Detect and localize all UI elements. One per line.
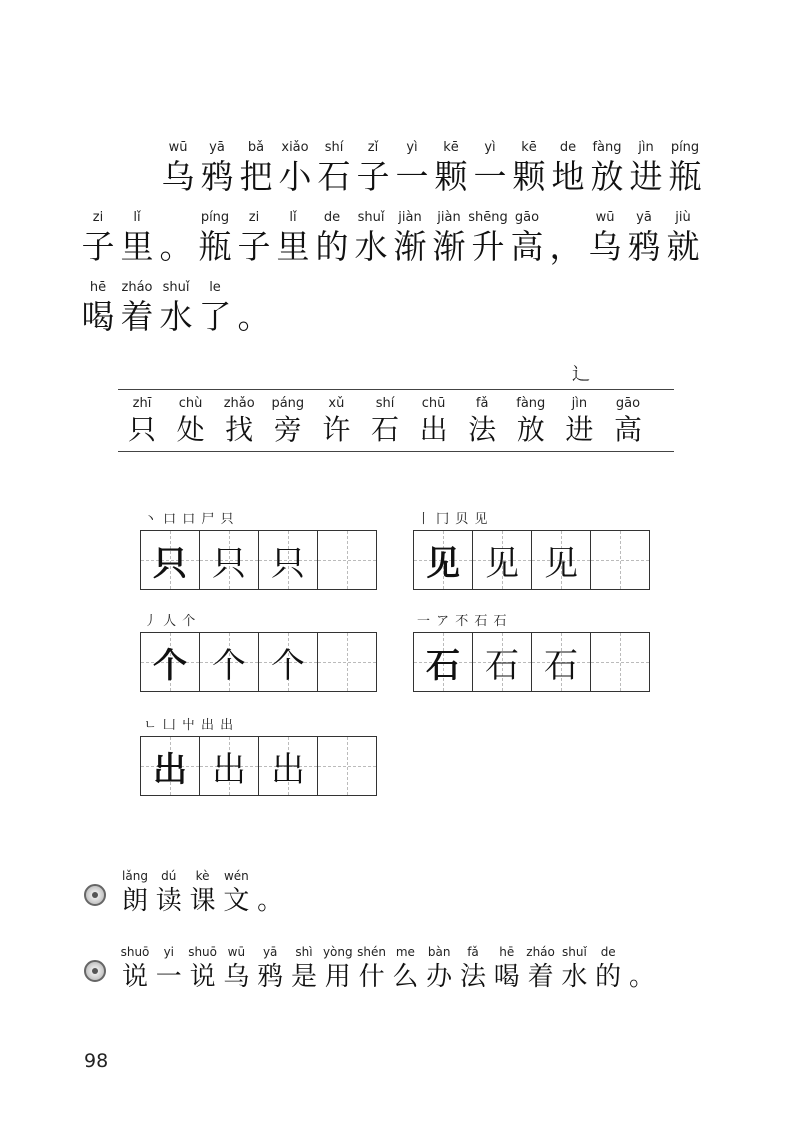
passage-char [427,198,471,268]
writing-cell-blank[interactable] [591,633,649,691]
hanzi: 办 [426,962,453,992]
pinyin: zi [92,210,104,225]
pinyin: shuō [188,945,217,959]
pinyin: yā [636,210,652,225]
model-character: 出 [153,749,187,790]
hanzi: 颗 [434,157,468,196]
hanzi: 读 [155,886,182,916]
passage-char [193,268,237,338]
hanzi: 渐 [393,227,427,266]
grid-guide-horizontal [591,662,649,663]
pinyin: jìn [571,396,588,411]
hanzi: 什 [358,962,385,992]
hanzi: 朗 [121,886,148,916]
hanzi: ， [549,227,583,266]
pinyin: jiàn [398,210,422,225]
pinyin: de [600,945,616,959]
passage-char [271,198,315,268]
hanzi: 说 [189,962,216,992]
stroke-order: 丿 人 个 [144,614,197,629]
hanzi: 子 [237,227,271,266]
writing-cell-model [259,737,318,795]
passage-char [507,128,551,198]
passage-char [390,128,434,198]
passage-char [76,268,120,338]
stroke-order: 丶 口 口 尸 只 [144,512,235,527]
pinyin: shì [295,945,313,959]
model-character: 个 [153,645,187,686]
hanzi: 文 [223,886,250,916]
pinyin: hē [89,280,107,295]
hanzi: 把 [239,157,273,196]
grid-guide-horizontal [591,560,649,561]
writing-cell-model [473,531,532,589]
pinyin: fǎ [475,396,489,411]
pinyin: le [209,280,221,295]
writing-cell-model [141,633,200,691]
passage-char [468,128,512,198]
pinyin: kē [443,140,459,155]
exercise-char [219,932,253,994]
pinyin: shēng [468,210,508,225]
pinyin: yì [406,140,418,155]
word-list-item [409,386,459,448]
word-list-item [214,386,264,448]
bullet-dot [92,968,98,974]
passage-char [663,128,707,198]
pinyin: de [323,210,341,225]
exercise-char [625,932,659,994]
pinyin: zhǎo [223,396,255,411]
pinyin: yi [163,945,175,959]
hanzi: 鸦 [257,962,284,992]
hanzi: 旁 [273,413,302,446]
stroke-order: 一 ア 不 石 石 [417,614,508,629]
hanzi: 。 [237,297,271,336]
stroke-order: ㄴ 凵 屮 出 出 [144,718,235,733]
hanzi: 瓶 [198,227,232,266]
hanzi: 着 [527,962,554,992]
pinyin: píng [200,210,230,225]
hanzi: 。 [257,886,284,916]
hanzi: 高 [510,227,544,266]
writing-grid [140,530,377,590]
word-list-item [506,386,556,448]
passage-char [585,128,629,198]
word-list-item [117,386,167,448]
passage-char [273,128,317,198]
passage-punctuation [154,198,198,268]
hanzi: 放 [590,157,624,196]
hanzi: 的 [315,227,349,266]
word-list-item [360,386,410,448]
pinyin: lǐ [133,210,141,225]
exercise-char [524,932,558,994]
model-character: 见 [426,543,460,584]
writing-cell-model [414,633,473,691]
hanzi: 喝 [493,962,520,992]
hanzi: 了 [198,297,232,336]
pinyin: fàng [516,396,546,411]
hanzi: 乌 [161,157,195,196]
hanzi: 乌 [588,227,622,266]
hanzi: 一 [473,157,507,196]
pinyin: shí [324,140,344,155]
pinyin: chù [178,396,203,411]
passage-char [195,128,239,198]
radical-note: 辶 [572,364,590,385]
model-character: 石 [544,645,578,686]
pinyin: fàng [592,140,622,155]
model-character: 见 [485,543,519,584]
exercise-char [591,932,625,994]
pinyin: wén [223,869,249,883]
pinyin: zháo [526,945,555,959]
passage-char [622,198,666,268]
hanzi: 水 [354,227,388,266]
writing-cell-model [200,633,259,691]
hanzi: 地 [551,157,585,196]
pinyin: jìn [638,140,654,155]
word-list-item [166,386,216,448]
hanzi: 水 [159,297,193,336]
hanzi: 出 [419,413,448,446]
hanzi: 乌 [223,962,250,992]
exercise-bullet-icon [84,960,106,982]
exercise-char [321,932,355,994]
writing-cell-model [200,531,259,589]
passage-char [193,198,237,268]
exercise-char [253,932,287,994]
word-list-item [554,386,604,448]
writing-grid [140,632,377,692]
passage-char [232,198,276,268]
exercise-char [118,856,152,918]
writing-cell-model [259,531,318,589]
hanzi: 子 [356,157,390,196]
pinyin: bàn [427,945,451,959]
model-character: 出 [271,749,305,790]
model-character: 石 [485,645,519,686]
stroke-order: 丨 冂 贝 见 [417,512,489,527]
exercise-char [118,932,152,994]
hanzi: 里 [276,227,310,266]
hanzi: 。 [159,227,193,266]
writing-grid [413,530,650,590]
hanzi: 说 [121,962,148,992]
writing-cell-blank[interactable] [318,737,376,795]
writing-cell-blank[interactable] [591,531,649,589]
exercise-char [456,932,490,994]
pinyin: zi [248,210,260,225]
passage-char [466,198,510,268]
hanzi: 的 [595,962,622,992]
hanzi: 高 [613,413,642,446]
pinyin: hē [499,945,515,959]
hanzi: 升 [471,227,505,266]
pinyin: shí [375,396,395,411]
pinyin: zǐ [367,140,379,155]
exercise-char [253,856,287,918]
word-list-item [311,386,361,448]
pinyin: shuǐ [162,280,190,295]
hanzi: 法 [459,962,486,992]
passage-char [115,198,159,268]
passage-char [310,198,354,268]
hanzi: 小 [278,157,312,196]
bullet-dot [92,892,98,898]
hanzi: 课 [189,886,216,916]
hanzi: 处 [176,413,205,446]
pinyin: lǎng [122,869,148,883]
model-character: 只 [153,543,187,584]
hanzi: 法 [468,413,497,446]
pinyin: gāo [514,210,540,225]
hanzi: 喝 [81,297,115,336]
hanzi: 进 [565,413,594,446]
exercise-char [186,856,220,918]
writing-cell-model [414,531,473,589]
pinyin: shén [357,945,387,959]
pinyin: fǎ [467,945,479,959]
model-character: 个 [271,645,305,686]
exercise-char [287,932,321,994]
passage-char [115,268,159,338]
pinyin: kē [521,140,537,155]
pinyin: bǎ [247,140,265,155]
page-number: 98 [84,1050,109,1072]
word-list-item [457,386,507,448]
model-character: 见 [544,543,578,584]
writing-cell-model [532,633,591,691]
hanzi: 着 [120,297,154,336]
exercise-bullet-icon [84,884,106,906]
hanzi: 水 [561,962,588,992]
writing-cell-model [259,633,318,691]
hanzi: 子 [81,227,115,266]
model-character: 个 [212,645,246,686]
pinyin: lǐ [289,210,297,225]
hanzi: 鸦 [200,157,234,196]
pinyin: gāo [615,396,641,411]
writing-grid [413,632,650,692]
exercise-char [152,932,186,994]
hanzi: 只 [127,413,156,446]
writing-cell-model [141,531,200,589]
hanzi: 瓶 [668,157,702,196]
hanzi: 石 [317,157,351,196]
passage-char [349,198,393,268]
hanzi: 许 [322,413,351,446]
writing-cell-blank[interactable] [318,531,376,589]
pinyin: zháo [121,280,153,295]
pinyin: yòng [322,945,353,959]
pinyin: dú [161,869,177,883]
grid-guide-horizontal [318,560,376,561]
passage-char [154,268,198,338]
hanzi: 鸦 [627,227,661,266]
exercise-char [557,932,591,994]
writing-cell-blank[interactable] [318,633,376,691]
pinyin: wū [168,140,188,155]
hanzi: 放 [516,413,545,446]
pinyin: jiù [675,210,691,225]
pinyin: yì [484,140,496,155]
exercise-char [388,932,422,994]
hanzi: 用 [324,962,351,992]
passage-char [661,198,705,268]
pinyin: yā [262,945,278,959]
pinyin: kè [195,869,210,883]
word-list-item [603,386,653,448]
writing-cell-model [532,531,591,589]
hanzi: 找 [225,413,254,446]
word-list-bottom-rule [118,451,674,452]
pinyin: de [559,140,577,155]
pinyin: shuō [120,945,150,959]
exercise-char [186,932,220,994]
hanzi: 么 [392,962,419,992]
passage-char [546,128,590,198]
pinyin: wū [595,210,615,225]
model-character: 石 [426,645,460,686]
passage-char [388,198,432,268]
word-list-item [263,386,313,448]
exercise-char [422,932,456,994]
model-character: 只 [271,543,305,584]
model-character: 只 [212,543,246,584]
exercise-char [219,856,253,918]
passage-char [156,128,200,198]
pinyin: me [395,945,415,959]
hanzi: 是 [290,962,317,992]
passage-punctuation [232,268,276,338]
pinyin: yā [209,140,225,155]
pinyin: wū [227,945,246,959]
pinyin: chū [421,396,446,411]
hanzi: 颗 [512,157,546,196]
hanzi: 进 [629,157,663,196]
passage-char [429,128,473,198]
exercise-char [152,856,186,918]
passage-char [76,198,120,268]
pinyin: zhī [132,396,152,411]
passage-char [624,128,668,198]
pinyin: píng [670,140,700,155]
grid-guide-horizontal [318,766,376,767]
passage-char [351,128,395,198]
passage-char [583,198,627,268]
passage-punctuation [544,198,588,268]
passage-char [234,128,278,198]
writing-cell-model [141,737,200,795]
exercise-char [355,932,389,994]
grid-guide-horizontal [318,662,376,663]
hanzi: 就 [666,227,700,266]
writing-grid [140,736,377,796]
hanzi: 里 [120,227,154,266]
pinyin: xiǎo [281,140,309,155]
passage-char [505,198,549,268]
pinyin: shuǐ [357,210,385,225]
pinyin: páng [271,396,305,411]
passage-char [312,128,356,198]
hanzi: 石 [370,413,399,446]
hanzi: 一 [155,962,182,992]
hanzi: 一 [395,157,429,196]
model-character: 出 [212,749,246,790]
pinyin: shuǐ [561,945,587,959]
hanzi: 。 [628,962,655,992]
pinyin: xǔ [328,396,345,411]
hanzi: 渐 [432,227,466,266]
exercise-char [490,932,524,994]
writing-cell-model [200,737,259,795]
writing-cell-model [473,633,532,691]
pinyin: jiàn [437,210,461,225]
